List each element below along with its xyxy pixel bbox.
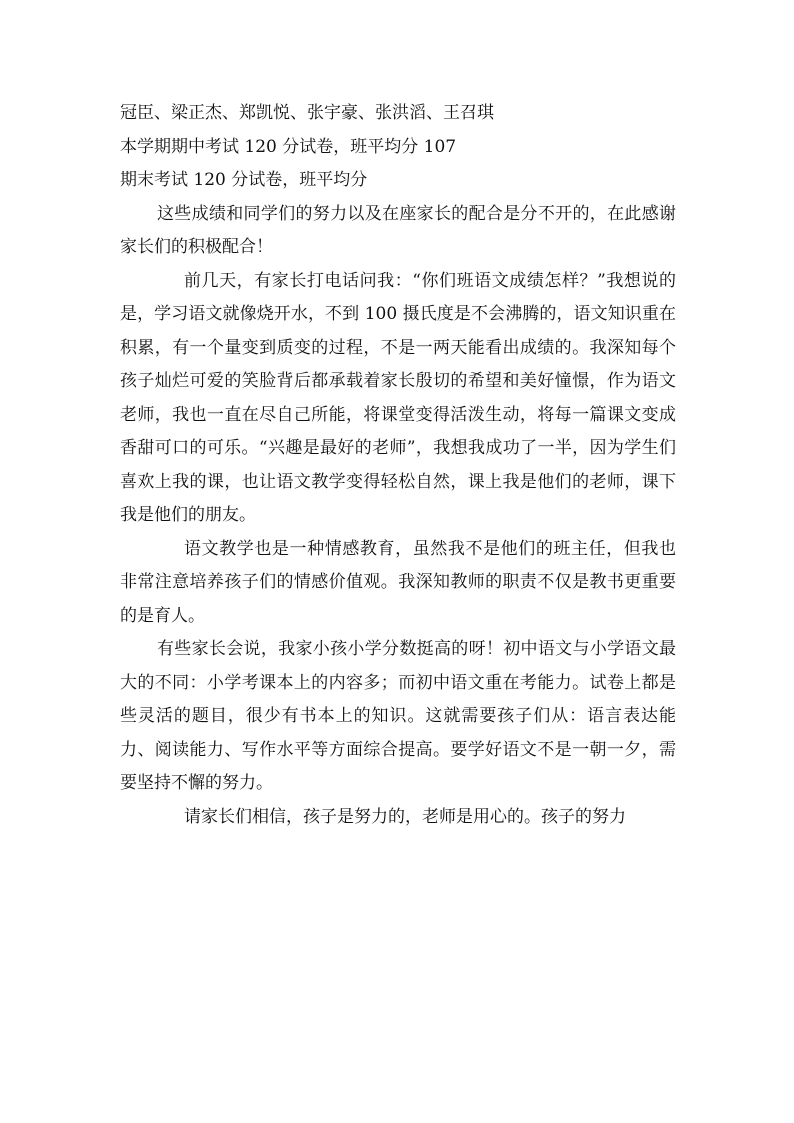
paragraph-primary-vs-middle: 有些家长会说，我家小孩小学分数挺高的呀！初中语文与小学语文最大的不同：小学考课本上的内容多；而初中语文重在考能力。试卷上都是些灵活的题目，很少有书本上的知识。这就需要孩子们从：语言表达能力、阅读能力、写作水平等方面综合提高。要学好语文不是一朝一夕，需要坚持不懈的努力。	[120, 639, 676, 793]
paragraph-emotional-education: 语文教学也是一种情感教育，虽然我不是他们的班主任，但我也非常注意培养孩子们的情感价值观。我深知教师的职责不仅是教书更重要的是育人。	[120, 538, 676, 626]
paragraph-phone-call: 前几天，有家长打电话问我：“你们班语文成绩怎样？”我想说的是，学习语文就像烧开水，不到 100 摄氏度是不会沸腾的，语文知识重在积累，有一个量变到质变的过程，不是一两天能看出成绩的。我深知每个孩子灿烂可爱的笑脸背后都承载着家长殷切的希望和美好憧憬，作为语文老师，我也一直在尽自己所能，将课堂变得活泼生动，将每一篇课文变成香甜可口的可乐。“兴趣是最好的老师”，我想我成功了一半，因为学生们喜欢上我的课，也让语文教学变得轻松自然，课上我是他们的老师，课下我是他们的朋友。	[120, 270, 676, 525]
paragraph-thanks: 这些成绩和同学们的努力以及在座家长的配合是分不开的，在此感谢家长们的积极配合！	[120, 203, 676, 257]
final-score-line: 期末考试 120 分试卷，班平均分	[120, 170, 368, 190]
midterm-score-line: 本学期期中考试 120 分试卷，班平均分 107	[120, 136, 457, 157]
student-names-line: 冠臣、梁正杰、郑凯悦、张宇豪、张洪滔、王召琪	[120, 103, 494, 123]
document-body	[120, 97, 676, 834]
paragraph-trust: 请家长们相信，孩子是努力的，老师是用心的。孩子的努力	[184, 806, 626, 827]
